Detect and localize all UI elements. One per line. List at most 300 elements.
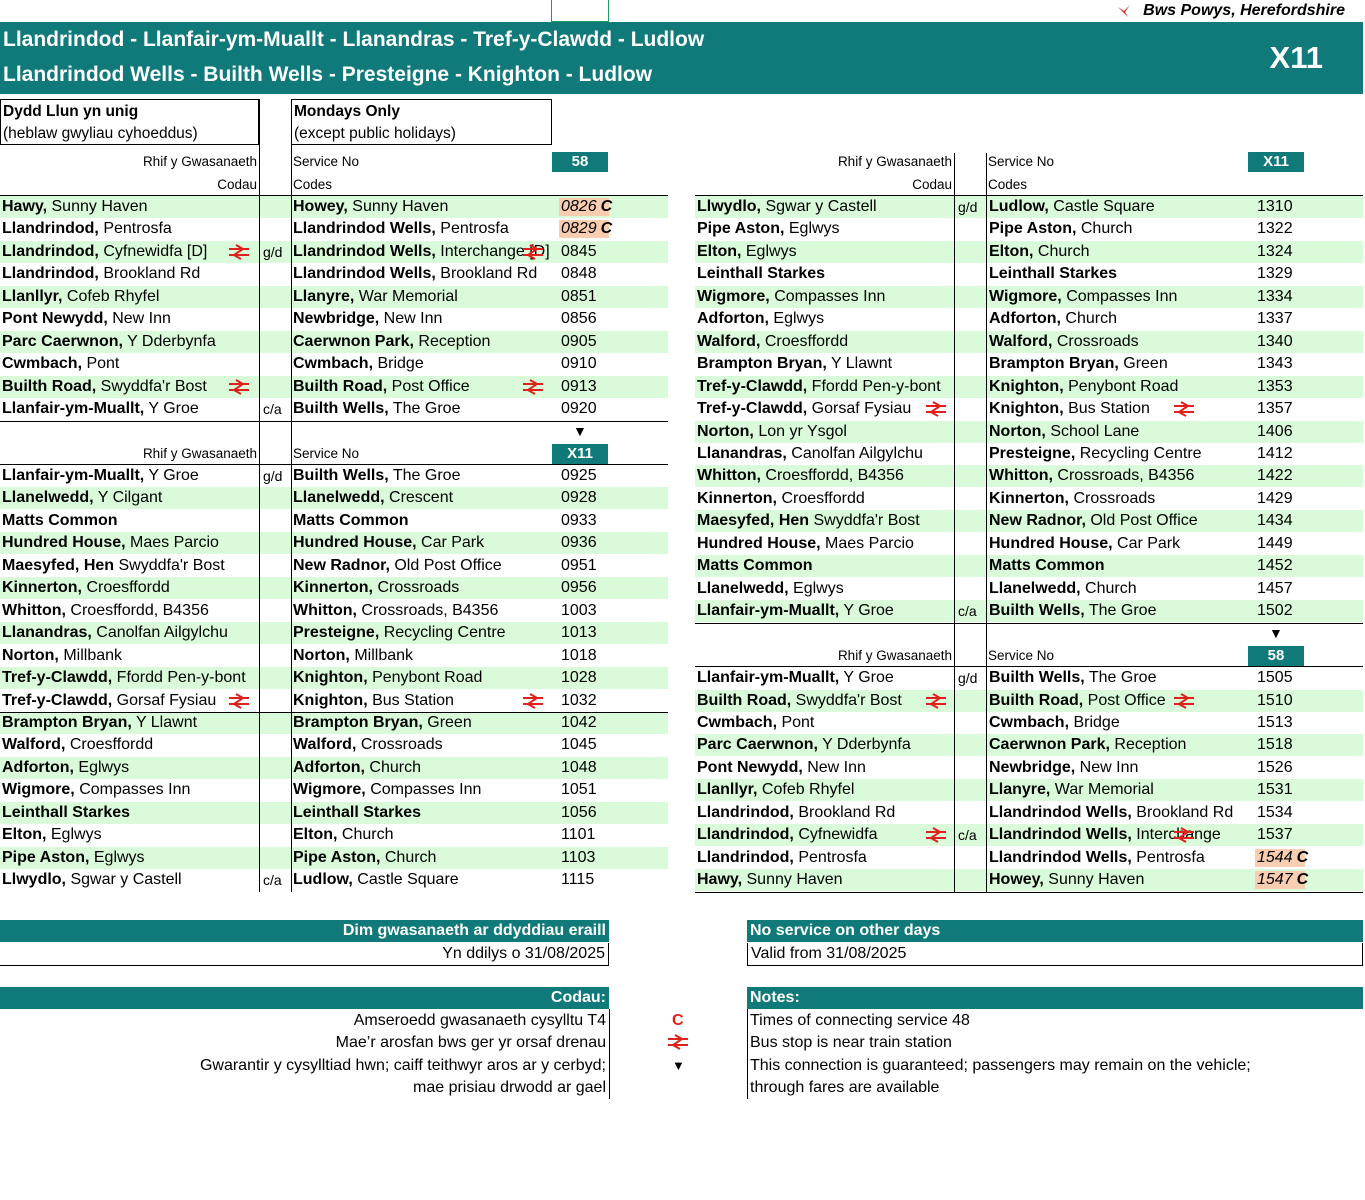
stop-name-welsh [697,263,952,285]
stop-name-english [293,218,551,240]
stop-name-english-bold: Norton, [989,422,1046,440]
timetable-row [0,241,668,263]
stop-name-welsh-bold: Wigmore, [697,287,770,305]
stop-name-english-bold: Hundred House, [293,534,417,552]
stop-name-english [293,690,551,712]
stop-name-english-rest: Church [337,826,394,844]
connecting-time-value: 0829 [561,220,597,238]
stop-name-english-bold: Presteigne, [989,444,1076,462]
stop-name-english-rest: Crossroads [373,579,460,597]
timetable-row [0,577,668,599]
stop-name-welsh [697,376,952,398]
stop-name-english [989,578,1247,600]
connecting-time [559,220,613,238]
stop-name-welsh-bold: Llandrindod, [697,848,794,866]
stop-name-welsh-bold: Llanfair-ym-Muallt, [2,467,145,484]
stop-name-welsh-rest: Maes Parcio [125,534,219,552]
stop-name-english-bold: Llandrindod Wells, [293,220,436,238]
stop-name-english-bold: Builth Road, [989,691,1084,709]
stop-name-welsh [2,555,258,577]
stop-name-welsh [697,465,952,487]
timetable-row [0,847,668,869]
stop-name-welsh [2,331,258,353]
stop-name-welsh [697,286,952,308]
timetable-row [695,376,1363,398]
stop-name-english-rest: Car Park [416,534,485,552]
stop-name-welsh [2,241,258,263]
stop-name-english-bold: Elton, [989,242,1034,260]
stop-name-english [989,667,1247,689]
stop-name-english-rest: Church [1033,242,1090,260]
stop-name-english-rest: Green [422,714,472,731]
stop-name-english [989,353,1247,375]
stop-name-english [989,533,1247,555]
departure-time: 1422 [1257,467,1293,485]
notes-heading: Notes: [747,987,1363,1009]
stop-name-welsh-rest: Croesffordd, B4356 [65,601,209,619]
stop-name-welsh-bold: Llandrindod, [697,826,794,844]
stop-name-english-rest: Church [364,758,422,776]
operator-name: Bws Powys, Herefordshire [1143,2,1345,19]
stop-name-welsh [697,308,952,330]
stop-name-english-bold: Leinthall Starkes [989,265,1118,283]
timetable-row [695,690,1363,712]
stop-name-english-bold: Adforton, [293,758,365,776]
departure-time: 1101 [561,826,596,844]
stop-name-welsh-bold: Elton, [697,242,742,260]
stop-name-english [293,286,551,308]
rail-icon [228,244,250,260]
departure-time: 1457 [1257,579,1293,597]
rail-icon [1173,693,1195,709]
stop-name-welsh-bold: Llanllyr, [2,287,63,305]
stop-name-welsh [697,196,952,218]
stop-name-english-rest: Interchange [D] [435,242,550,260]
guarantee-triangle-icon: ▼ [672,1058,685,1073]
departure-time: 1518 [1257,736,1293,754]
right-header-rhif: Rhif y Gwasanaeth [837,648,952,663]
stop-name-english-bold: Cwmbach, [989,713,1070,731]
departure-time: 1449 [1257,534,1293,552]
departure-time: 1537 [1257,826,1293,844]
stop-name-english [293,331,551,353]
stop-name-english-bold: Walford, [989,332,1053,350]
rail-icon [1173,401,1195,417]
stop-name-english [293,757,551,779]
timetable-row [0,667,668,689]
stop-name-english [989,196,1247,218]
stop-name-english-bold: Hundred House, [989,534,1113,552]
stop-name-english-bold: Newbridge, [989,758,1076,776]
connecting-time-value: 1547 [1257,871,1293,888]
days-welsh-line1: Dydd Llun yn unig [3,103,139,120]
stop-name-english [293,308,551,330]
stop-name-welsh-rest: Y Groe [839,602,894,620]
stop-name-welsh [2,622,258,644]
stop-name-welsh-rest: Cofeb Rhyfel [62,287,160,305]
stop-name-welsh-rest: Eglwys [784,220,840,238]
stop-name-english-bold: Norton, [293,646,350,664]
stop-name-english [293,734,551,756]
timetable-row [695,802,1363,824]
timetable-row [0,196,668,218]
stop-name-welsh [2,353,258,375]
stop-name-english-rest: Crossroads [1052,332,1139,350]
stop-name-welsh-rest: Eglwys [46,826,102,844]
timetable-row [695,578,1363,600]
days-welsh-box [0,99,259,145]
departure-time: 0913 [561,377,597,395]
departure-time: 0920 [561,400,597,417]
stop-name-welsh [697,600,952,622]
stop-name-welsh [2,600,258,622]
stop-name-welsh-bold: Llwydlo, [2,871,66,889]
departure-time: 0848 [561,265,597,283]
stop-name-english-rest: Sunny Haven [1043,871,1145,888]
stop-name-english [989,286,1247,308]
departure-time: 1429 [1257,489,1293,507]
stop-name-english-rest: Compasses Inn [365,781,482,799]
stop-name-welsh-bold: Llanelwedd, [697,579,789,597]
route-number: X11 [1269,40,1323,75]
stop-name-english-rest: Old Post Office [1085,512,1198,530]
departure-time: 1505 [1257,669,1293,686]
stop-name-welsh-bold: Cwmbach, [697,713,778,731]
right-column-divider [954,153,955,892]
stop-name-welsh-rest: New Inn [107,310,171,328]
timetable-row [0,308,668,330]
departure-time: 1056 [561,803,597,821]
stop-name-english-bold: Llandrindod Wells, [293,242,436,260]
code-rail-welsh: Mae’r arosfan bws ger yr orsaf drenau [335,1034,606,1051]
stop-name-english-rest: Old Post Office [389,556,502,574]
stop-name-welsh-bold: Llanfair-ym-Muallt, [697,669,840,686]
stop-name-welsh [2,577,258,599]
title-banner [0,22,1363,94]
stop-name-english-bold: Pipe Aston, [989,220,1077,238]
stop-name-welsh-rest: Swyddfa'r Bost [96,377,207,395]
stop-name-welsh-rest: Y Groe [144,467,199,484]
stop-name-english-rest: Recycling Centre [379,624,506,642]
stop-name-english [989,510,1247,532]
stop-name-welsh-rest: Y Dderbynfa [817,736,911,754]
stop-name-english-bold: Matts Common [293,511,409,529]
stop-name-welsh-bold: Llanfair-ym-Muallt, [2,400,145,417]
stop-name-english [293,353,551,375]
stop-name-english-rest: Bridge [373,355,424,373]
stop-name-english-bold: Matts Common [989,557,1105,575]
departure-time: 1003 [561,601,597,619]
stop-name-english [989,443,1247,465]
stop-name-welsh [697,802,952,824]
connecting-code: C [600,198,613,215]
timetable-row [695,779,1363,801]
stop-name-welsh-rest: Eglwys [788,579,844,597]
stop-name-english [293,667,551,689]
stop-name-welsh [697,869,952,891]
stop-name-english-bold: Whitton, [989,467,1053,485]
connection-code-symbol: C [672,1012,684,1029]
stop-name-english [293,376,551,398]
right-connection-triangle-icon: ▼ [1269,625,1283,641]
timetable-row [0,622,668,644]
stop-name-english-rest: Church [1076,220,1133,238]
timetable-row [695,218,1363,240]
stop-name-welsh-rest: Sgwar y Castell [66,871,182,889]
stop-name-english [989,488,1247,510]
departure-time: 1526 [1257,758,1293,776]
stop-name-english-bold: Leinthall Starkes [293,803,422,821]
stop-name-english [989,847,1247,869]
days-welsh-line2: (heblaw gwyliau cyhoeddus) [3,125,198,142]
stop-name-welsh-bold: Llanandras, [2,624,92,642]
stop-name-english-rest: Penybont Road [367,669,483,686]
stop-name-english-rest: School Lane [1045,422,1140,440]
stop-name-welsh-bold: Tref-y-Clawdd, [697,400,808,417]
timetable-row [0,398,668,420]
code-guarantee-welsh-1: Gwarantir y cysylltiad hwn; caiff teithwyr aros ar y cerbyd; [199,1057,606,1074]
timetable-row [695,353,1363,375]
stop-name-english-rest: Crossroads [1069,489,1156,507]
stop-name-english [293,779,551,801]
stop-name-english-rest: Church [380,848,437,866]
stop-name-english [989,331,1247,353]
stop-name-welsh-bold: Wigmore, [2,781,75,799]
departure-time: 1513 [1257,713,1293,731]
departure-time: 1412 [1257,444,1293,462]
stop-name-english-rest: Interchange [1131,826,1221,844]
stop-name-welsh-bold: Adforton, [2,758,74,776]
stop-name-english-rest: The Groe [388,467,461,484]
stop-name-welsh-bold: Brampton Bryan, [697,355,827,373]
timetable-row [0,757,668,779]
stop-name-welsh [697,421,952,443]
code-c-welsh: Amseroedd gwasanaeth cysylltu T4 [353,1012,606,1029]
departure-time: 0928 [561,489,597,507]
stop-name-welsh-rest: Sgwar y Castell [761,198,877,215]
title-welsh: Llandrindod - Llanfair-ym-Muallt - Llanandras - Tref-y-Clawdd - Ludlow [3,28,705,51]
stop-name-english-rest: Post Office [1083,691,1166,709]
stop-name-welsh [2,757,258,779]
stop-name-welsh-bold: Maesyfed, Hen [2,556,115,574]
rail-icon [522,693,544,709]
valid-from-welsh: Yn ddilys o 31/08/2025 [0,943,609,966]
days-english-line2: (except public holidays) [294,125,456,142]
stop-name-english-bold: Howey, [989,871,1044,888]
stop-name-welsh-bold: Builth Road, [697,691,792,709]
stop-name-english-rest: Pentrosfa [1131,848,1205,866]
stop-name-english-rest: Reception [1109,736,1187,754]
stop-name-welsh-bold: Hawy, [697,871,743,888]
timetable-row [0,712,668,734]
stop-name-welsh-rest: Eglwys [73,758,130,776]
stop-name-english-bold: Ludlow, [989,198,1049,215]
stop-code: c/a [263,401,282,417]
stop-name-welsh [697,667,952,689]
departure-time: 0905 [561,332,597,350]
stop-name-english-bold: Builth Wells, [989,602,1085,620]
timetable-row [0,510,668,532]
timetable-row [0,532,668,554]
departure-time: 1322 [1257,220,1293,238]
code-guarantee-welsh-2: mae prisiau drwodd ar gael [413,1079,606,1096]
departure-time: 0856 [561,310,597,328]
stop-name-welsh-rest: Croesffordd [65,736,154,754]
rail-icon [925,401,947,417]
rail-icon [1173,827,1195,843]
connecting-time [1255,848,1309,867]
stop-name-english-rest: Recycling Centre [1075,444,1202,462]
stop-name-welsh [2,532,258,554]
stop-name-welsh-bold: Parc Caerwnon, [697,736,818,754]
right-rule [695,623,1363,624]
departure-time: 0956 [561,579,597,597]
departure-time: 1337 [1257,310,1293,328]
stop-name-english [293,869,551,891]
stop-name-english-bold: Caerwnon Park, [989,736,1110,754]
left-column-divider [259,99,260,892]
connecting-code: C [1296,848,1309,866]
stop-name-welsh [2,712,258,734]
stop-name-welsh [2,802,258,824]
stop-name-english-bold: Knighton, [293,691,368,709]
stop-name-welsh [2,196,258,218]
stop-name-welsh-rest: Y Llawnt [131,714,198,731]
stop-name-english [989,555,1247,577]
departure-time: 1452 [1257,557,1293,575]
timetable-row [695,241,1363,263]
timetable-row [695,712,1363,734]
timetable-row [695,196,1363,218]
departure-time: 1018 [561,646,597,664]
stop-name-english [293,196,551,218]
stop-code: c/a [263,872,282,889]
departure-time: 1013 [561,624,597,642]
stop-name-welsh [697,353,952,375]
timetable-row [695,421,1363,443]
stop-name-english-rest: Crossroads, B4356 [1052,467,1195,485]
stop-name-english-rest: Pentrosfa [435,220,509,238]
right-header-service-no: Service No [988,648,1055,663]
stop-name-english-bold: Whitton, [293,601,357,619]
stop-name-english-bold: Llanyre, [293,287,355,305]
stop-name-welsh [2,510,258,532]
departure-time: 1032 [561,691,597,709]
stop-name-english [293,510,551,532]
stop-name-english-bold: Ludlow, [293,871,353,889]
stop-name-welsh-bold: Builth Road, [2,377,97,395]
stop-name-english-rest: New Inn [379,310,443,328]
stop-name-welsh-bold: Tref-y-Clawdd, [697,377,808,395]
stop-name-welsh-rest: Gorsaf Fysiau [112,691,217,709]
stop-name-english-bold: Llandrindod Wells, [989,803,1132,821]
stop-name-english-rest: Crossroads [356,736,443,754]
timetable-row [0,263,668,285]
stop-name-welsh [697,443,952,465]
departure-time: 1051 [561,781,597,799]
stop-name-welsh-bold: Llandrindod, [2,265,99,283]
stop-name-english-rest: Car Park [1112,534,1181,552]
code-guarantee-english-1: This connection is guaranteed; passengers may remain on the vehicle; [750,1057,1251,1074]
departure-time: 1324 [1257,242,1293,260]
days-english-line1: Mondays Only [294,103,400,120]
timetable-row [695,667,1363,689]
stop-name-welsh-rest: Croesffordd, B4356 [760,467,904,485]
stop-name-welsh-bold: Pipe Aston, [697,220,785,238]
departure-time: 0910 [561,355,597,373]
valid-from-english: Valid from 31/08/2025 [747,943,1363,966]
departure-time: 1434 [1257,512,1293,530]
stop-name-english-rest: Penybont Road [1063,377,1179,395]
stop-name-welsh [2,376,258,398]
timetable-row [695,757,1363,779]
stop-name-english [989,263,1247,285]
right-header-service-number: X11 [1248,152,1304,172]
stop-name-welsh [697,241,952,263]
stop-name-welsh-bold: Walford, [697,332,761,350]
stop-name-welsh-rest: Canolfan Ailgylchu [91,624,228,642]
stop-name-welsh-rest: Sunny Haven [742,871,843,888]
stop-name-english [293,824,551,846]
stop-name-welsh-rest: Canolfan Ailgylchu [786,444,923,462]
stop-name-welsh-bold: Kinnerton, [2,579,82,597]
stop-name-english-rest: New Inn [1075,758,1139,776]
stop-name-welsh-bold: Norton, [2,646,59,664]
stop-code: c/a [958,827,977,844]
stop-name-english [989,218,1247,240]
stop-name-english-bold: Howey, [293,198,348,215]
stop-name-english-rest: Sunny Haven [347,198,449,215]
timetable-row [695,443,1363,465]
stop-name-english [989,757,1247,779]
stop-name-welsh [697,398,952,420]
stop-name-welsh [2,779,258,801]
departure-time: 1048 [561,758,597,776]
stop-code: g/d [958,199,978,215]
rail-icon [925,827,947,843]
left-connection-triangle-icon: ▼ [573,423,587,439]
left-header-service-no: Service No [293,154,360,169]
stop-code: g/d [263,468,283,484]
stop-name-welsh [2,465,258,487]
stop-name-english-bold: Builth Road, [293,377,388,395]
timetable-row [695,869,1363,891]
stop-name-english [989,376,1247,398]
stop-name-welsh-rest: Pentrosfa [793,848,867,866]
stop-name-english-bold: Presteigne, [293,624,380,642]
right-header-service-number: 58 [1248,646,1304,666]
stop-name-welsh [2,308,258,330]
timetable-row [0,645,668,667]
stop-code: c/a [958,603,977,620]
stop-name-english [293,241,551,263]
stop-name-english [293,802,551,824]
left-header-codes: Codes [293,177,333,192]
stop-name-welsh-bold: Elton, [2,826,47,844]
stop-name-welsh-rest: Eglwys [89,848,145,866]
timetable-row [0,331,668,353]
timetable-row [0,376,668,398]
stop-name-english-bold: Walford, [293,736,357,754]
stop-name-welsh-bold: Hundred House, [2,534,126,552]
stop-name-english-bold: Llandrindod Wells, [989,826,1132,844]
stop-name-welsh-bold: Tref-y-Clawdd, [2,669,113,686]
left-header-rhif: Rhif y Gwasanaeth [142,446,257,461]
stop-name-welsh [697,331,952,353]
stop-name-english-bold: Brampton Bryan, [293,714,423,731]
code-guarantee-english-2: through fares are available [750,1079,940,1096]
stop-name-welsh [2,487,258,509]
